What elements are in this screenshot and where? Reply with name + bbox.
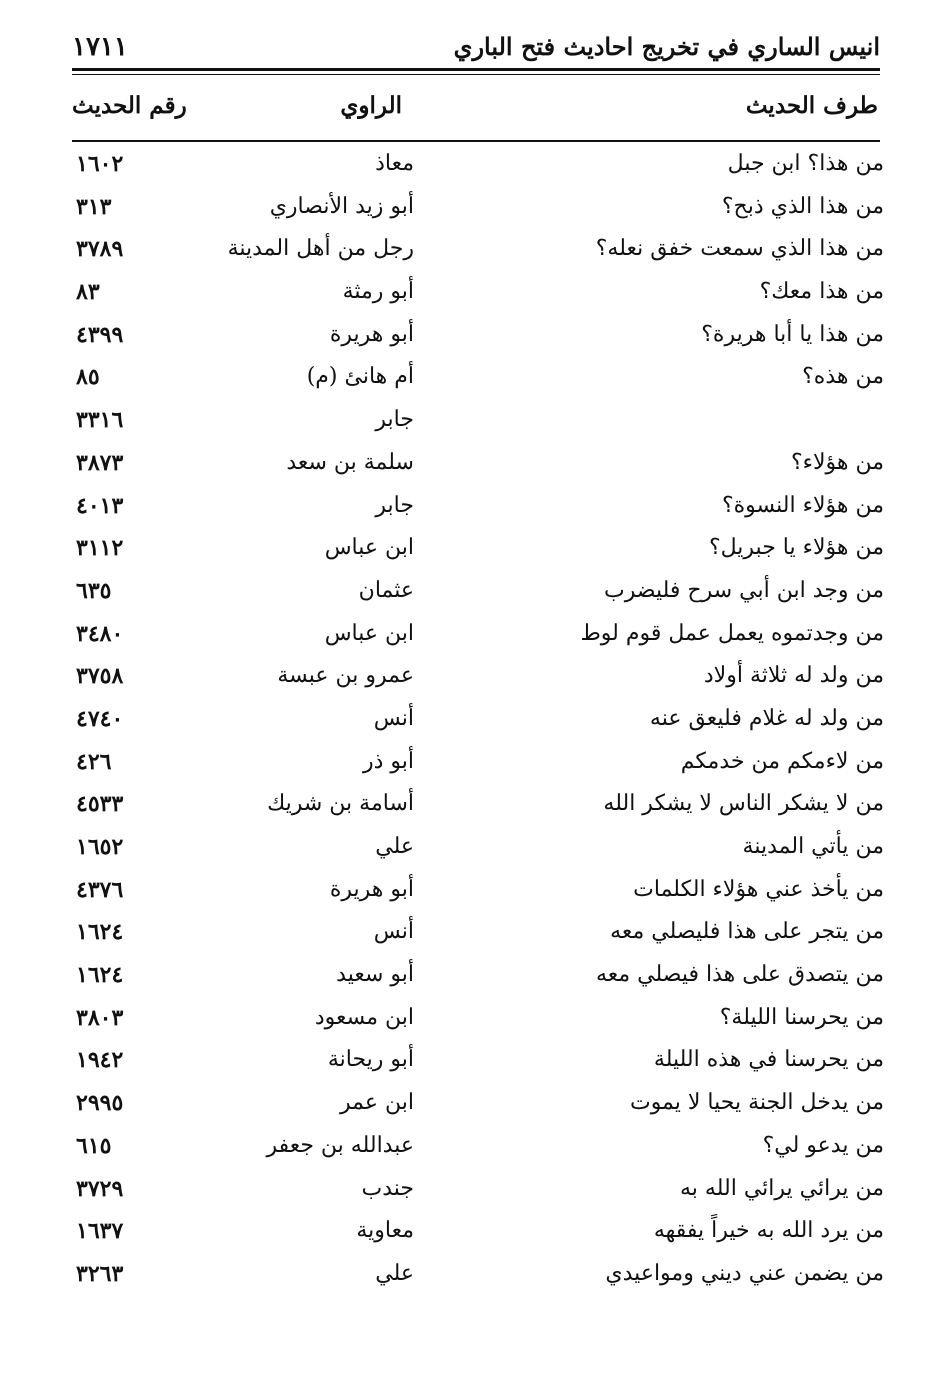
narrator: معاذ bbox=[375, 151, 414, 176]
table-row bbox=[0, 700, 942, 743]
hadith-text: من هذا معك؟ bbox=[759, 279, 884, 305]
hadith-text: من ولد له ثلاثة أولاد bbox=[703, 663, 884, 689]
table-row bbox=[0, 1127, 942, 1170]
hadith-text: من يضمن عني ديني ومواعيدي bbox=[605, 1260, 884, 1286]
hadith-number: ٨٥ bbox=[76, 364, 100, 391]
column-header-tarf: طرف الحديث bbox=[745, 92, 878, 119]
table-row bbox=[0, 145, 942, 188]
table-row bbox=[0, 1170, 942, 1213]
narrator: عثمان bbox=[358, 577, 414, 603]
table-row bbox=[0, 743, 942, 786]
hadith-number: ٣٧٥٨ bbox=[76, 663, 124, 690]
table-row bbox=[0, 188, 942, 231]
hadith-number: ٤٢٦ bbox=[76, 748, 112, 775]
table-row bbox=[0, 657, 942, 700]
table-row bbox=[0, 913, 942, 956]
hadith-number: ٦٣٥ bbox=[76, 577, 112, 604]
table-row bbox=[0, 230, 942, 273]
hadith-number: ٣٨٠٣ bbox=[76, 1004, 124, 1031]
hadith-number: ٨٣ bbox=[76, 279, 100, 306]
narrator: سلمة بن سعد bbox=[286, 449, 414, 475]
hadith-number: ٣٧٢٩ bbox=[76, 1175, 124, 1202]
narrator: أنس bbox=[373, 919, 414, 945]
hadith-text: من هذا؟ ابن جبل bbox=[727, 151, 884, 176]
hadith-number: ٣١٣ bbox=[76, 193, 112, 220]
column-header-rule bbox=[72, 140, 880, 142]
running-header bbox=[72, 26, 880, 68]
hadith-text: من هذا يا أبا هريرة؟ bbox=[701, 321, 884, 347]
table-row bbox=[0, 956, 942, 999]
hadith-number: ٤٣٩٩ bbox=[76, 321, 124, 348]
hadith-text: من يدخل الجنة يحيا لا يموت bbox=[629, 1090, 884, 1116]
table-row bbox=[0, 1255, 942, 1298]
table-row bbox=[0, 785, 942, 828]
hadith-number: ٤٧٤٠ bbox=[76, 705, 124, 732]
table-row bbox=[0, 401, 942, 444]
narrator: عبدالله بن جعفر bbox=[266, 1132, 414, 1158]
column-header-raqm: رقم الحديث bbox=[72, 92, 187, 119]
hadith-text: من وجدتموه يعمل عمل قوم لوط bbox=[580, 620, 884, 646]
column-header-rawi: الراوي bbox=[340, 92, 402, 119]
table-row bbox=[0, 999, 942, 1042]
hadith-text: من هؤلاء يا جبريل؟ bbox=[708, 535, 884, 561]
hadith-number: ١٩٤٢ bbox=[76, 1047, 124, 1074]
hadith-number: ١٦٢٤ bbox=[76, 919, 124, 946]
hadith-text: من يحرسنا في هذه الليلة bbox=[653, 1047, 884, 1073]
page-number: ١٧١١ bbox=[72, 32, 128, 62]
table-row bbox=[0, 1041, 942, 1084]
narrator: ابن عباس bbox=[324, 535, 414, 561]
hadith-number: ٣٧٨٩ bbox=[76, 236, 124, 263]
table-row bbox=[0, 572, 942, 615]
hadith-text: من هذه؟ bbox=[802, 364, 884, 390]
hadith-number: ٦١٥ bbox=[76, 1132, 112, 1159]
hadith-text: من يأخذ عني هؤلاء الكلمات bbox=[633, 876, 884, 902]
header-rule-thin bbox=[72, 74, 880, 75]
hadith-number: ٣١١٢ bbox=[76, 535, 124, 562]
narrator: أبو هريرة bbox=[329, 321, 414, 347]
narrator: أبو سعيد bbox=[336, 962, 414, 988]
hadith-text: من وجد ابن أبي سرح فليضرب bbox=[604, 577, 884, 603]
table-row bbox=[0, 828, 942, 871]
narrator: رجل من أهل المدينة bbox=[227, 236, 414, 262]
narrator: معاوية bbox=[356, 1218, 414, 1244]
hadith-index-table bbox=[0, 145, 942, 1298]
narrator: علي bbox=[375, 834, 414, 859]
table-row bbox=[0, 273, 942, 316]
table-row bbox=[0, 487, 942, 530]
table-row bbox=[0, 1212, 942, 1255]
hadith-text: من هؤلاء النسوة؟ bbox=[721, 492, 884, 518]
hadith-text: من لاءمكم من خدمكم bbox=[680, 748, 884, 774]
narrator: جابر bbox=[375, 407, 414, 433]
table-row bbox=[0, 529, 942, 572]
narrator: أبو ذر bbox=[362, 748, 414, 774]
hadith-text: من يتجر على هذا فليصلي معه bbox=[610, 919, 884, 945]
table-row bbox=[0, 615, 942, 658]
hadith-text: من يأتي المدينة bbox=[742, 834, 884, 859]
book-title: انيس الساري في تخريج احاديث فتح الباري bbox=[453, 32, 880, 61]
hadith-text: من يرد الله به خيراً يفقهه bbox=[653, 1218, 884, 1244]
hadith-number: ٤٥٣٣ bbox=[76, 791, 124, 818]
hadith-text: من هؤلاء؟ bbox=[790, 449, 884, 475]
hadith-text: من يتصدق على هذا فيصلي معه bbox=[595, 962, 884, 988]
table-row bbox=[0, 444, 942, 487]
narrator: ابن عمر bbox=[340, 1090, 414, 1116]
hadith-text: من يحرسنا الليلة؟ bbox=[719, 1004, 884, 1030]
narrator: جندب bbox=[361, 1175, 414, 1201]
narrator: ابن عباس bbox=[324, 620, 414, 646]
narrator: أبو ريحانة bbox=[327, 1047, 414, 1073]
hadith-text: من يدعو لي؟ bbox=[762, 1132, 884, 1158]
narrator: جابر bbox=[375, 492, 414, 518]
hadith-text: من هذا الذي ذبح؟ bbox=[721, 193, 884, 219]
hadith-number: ٣٤٨٠ bbox=[76, 620, 124, 647]
narrator: أبو زيد الأنصاري bbox=[269, 193, 414, 219]
narrator: عمرو بن عبسة bbox=[277, 663, 414, 689]
hadith-text: من ولد له غلام فليعق عنه bbox=[649, 705, 884, 731]
hadith-number: ١٦٠٢ bbox=[76, 151, 124, 177]
hadith-text: من لا يشكر الناس لا يشكر الله bbox=[603, 791, 884, 817]
hadith-number: ٢٩٩٥ bbox=[76, 1090, 124, 1117]
hadith-number: ١٦٣٧ bbox=[76, 1218, 124, 1245]
narrator: أبو رمثة bbox=[342, 279, 414, 305]
hadith-number: ٣٢٦٣ bbox=[76, 1260, 124, 1287]
hadith-number: ٤٣٧٦ bbox=[76, 876, 124, 903]
table-row bbox=[0, 1084, 942, 1127]
hadith-number: ١٦٢٤ bbox=[76, 962, 124, 989]
header-rule-thick bbox=[72, 68, 880, 71]
narrator: أسامة بن شريك bbox=[267, 791, 414, 817]
table-row bbox=[0, 316, 942, 359]
hadith-number: ٣٨٧٣ bbox=[76, 449, 124, 476]
narrator: أنس bbox=[373, 705, 414, 731]
narrator: أبو هريرة bbox=[329, 876, 414, 902]
hadith-number: ٤٠١٣ bbox=[76, 492, 124, 519]
hadith-text: من يرائي يرائي الله به bbox=[680, 1175, 884, 1201]
narrator: ابن مسعود bbox=[314, 1004, 414, 1030]
table-row bbox=[0, 871, 942, 914]
hadith-number: ١٦٥٢ bbox=[76, 834, 124, 860]
table-row bbox=[0, 358, 942, 401]
hadith-number: ٣٣١٦ bbox=[76, 407, 124, 434]
hadith-text: من هذا الذي سمعت خفق نعله؟ bbox=[595, 236, 884, 262]
narrator: علي bbox=[375, 1260, 414, 1286]
narrator: أم هانئ (م) bbox=[306, 364, 414, 390]
